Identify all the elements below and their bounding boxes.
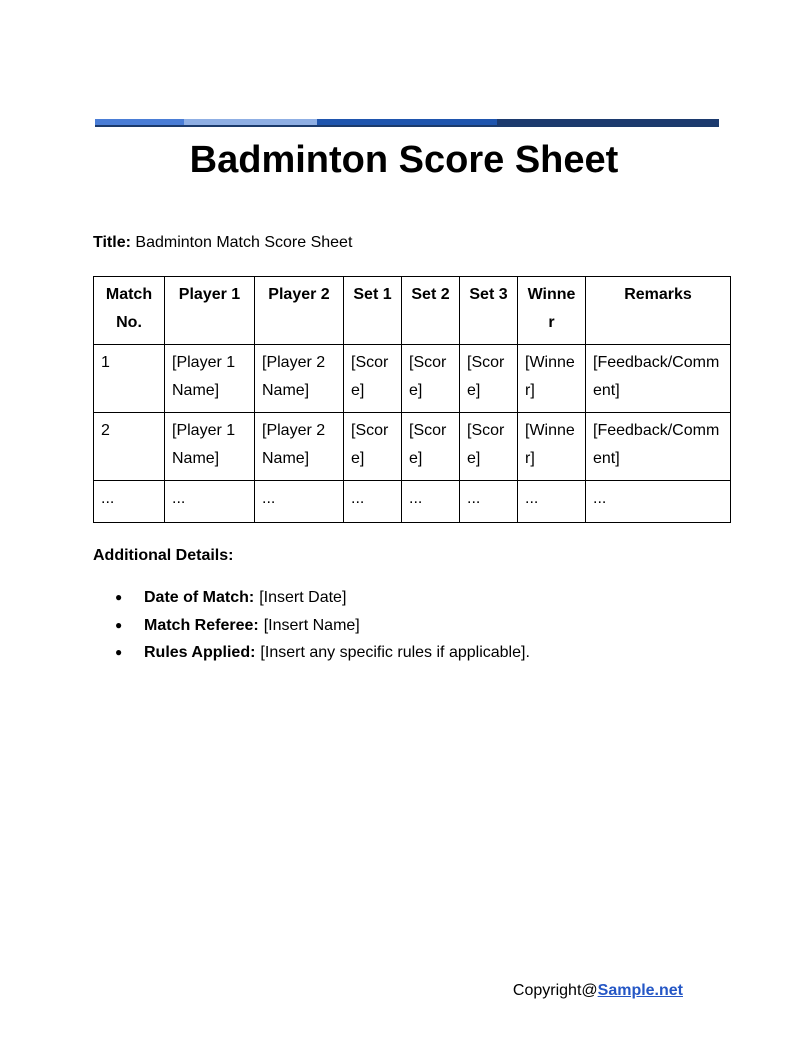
item-value: [Insert Name] [263, 616, 360, 634]
table-cell: [Feedback/Comment] [586, 413, 731, 481]
doc-subject-line [93, 233, 352, 253]
item-label: Rules Applied: [144, 644, 256, 661]
table-cell: [Winner] [518, 413, 586, 481]
table-cell: [Score] [402, 345, 460, 413]
item-label: Match Referee: [144, 616, 259, 634]
table-cell: [Feedback/Comment] [586, 345, 731, 413]
list-item [115, 639, 530, 667]
additional-details-heading: Additional Details: [93, 547, 234, 564]
header-set-3: Set 3 [460, 277, 518, 345]
table-row [94, 413, 731, 481]
bar-segment-4 [497, 119, 719, 125]
table-cell: [Score] [344, 345, 402, 413]
table-cell: 2 [94, 413, 165, 481]
table-cell: ... [460, 481, 518, 523]
table-cell: [Score] [460, 413, 518, 481]
list-item-text [144, 639, 530, 667]
sample-net-link[interactable]: Sample.net [597, 982, 683, 999]
table-cell: [Player 1 Name] [165, 345, 255, 413]
header-player-1: Player 1 [165, 277, 255, 345]
footer [513, 981, 683, 1001]
table-cell: [Winner] [518, 345, 586, 413]
bar-segment-2 [184, 119, 317, 125]
item-value: [Insert Date] [259, 589, 347, 606]
table-header-row [94, 277, 731, 345]
table-cell: [Player 1 Name] [165, 413, 255, 481]
table-cell: ... [94, 481, 165, 523]
doc-subject-label: Title: [93, 234, 131, 251]
table-cell: [Score] [402, 413, 460, 481]
header-match-no: Match No. [94, 277, 165, 345]
item-label: Date of Match: [144, 589, 255, 606]
additional-details-list [115, 584, 530, 667]
list-item-text [144, 612, 360, 640]
table-cell: ... [518, 481, 586, 523]
table-cell: [Score] [460, 345, 518, 413]
header-remarks: Remarks [586, 277, 731, 345]
table-cell: [Score] [344, 413, 402, 481]
table-row [94, 345, 731, 413]
bullet-icon: ● [115, 645, 123, 659]
copyright-text: Copyright@ [512, 982, 598, 999]
bar-segment-1 [95, 119, 184, 125]
table-cell: ... [165, 481, 255, 523]
header-winner: Winner [518, 277, 586, 345]
table-cell: [Player 2 Name] [255, 413, 344, 481]
header-player-2: Player 2 [255, 277, 344, 345]
bullet-icon: ● [115, 590, 123, 604]
list-item [115, 612, 530, 640]
list-item-text [144, 584, 346, 612]
header-set-1: Set 1 [344, 277, 402, 345]
bullet-icon: ● [115, 617, 123, 632]
bar-segment-3 [317, 119, 497, 125]
table-cell: ... [255, 481, 344, 523]
score-table [93, 276, 731, 523]
table-row [94, 481, 731, 523]
table-cell: ... [402, 481, 460, 523]
page-title: Badminton Score Sheet [189, 139, 619, 181]
decorative-top-bar [95, 119, 719, 127]
table-cell: [Player 2 Name] [255, 345, 344, 413]
header-set-2: Set 2 [402, 277, 460, 345]
table-cell: ... [344, 481, 402, 523]
table-cell: ... [586, 481, 731, 523]
table-cell: 1 [94, 345, 165, 413]
doc-subject-value: Badminton Match Score Sheet [135, 234, 353, 251]
item-value: [Insert any specific rules if applicable]. [260, 644, 530, 661]
list-item [115, 584, 530, 612]
